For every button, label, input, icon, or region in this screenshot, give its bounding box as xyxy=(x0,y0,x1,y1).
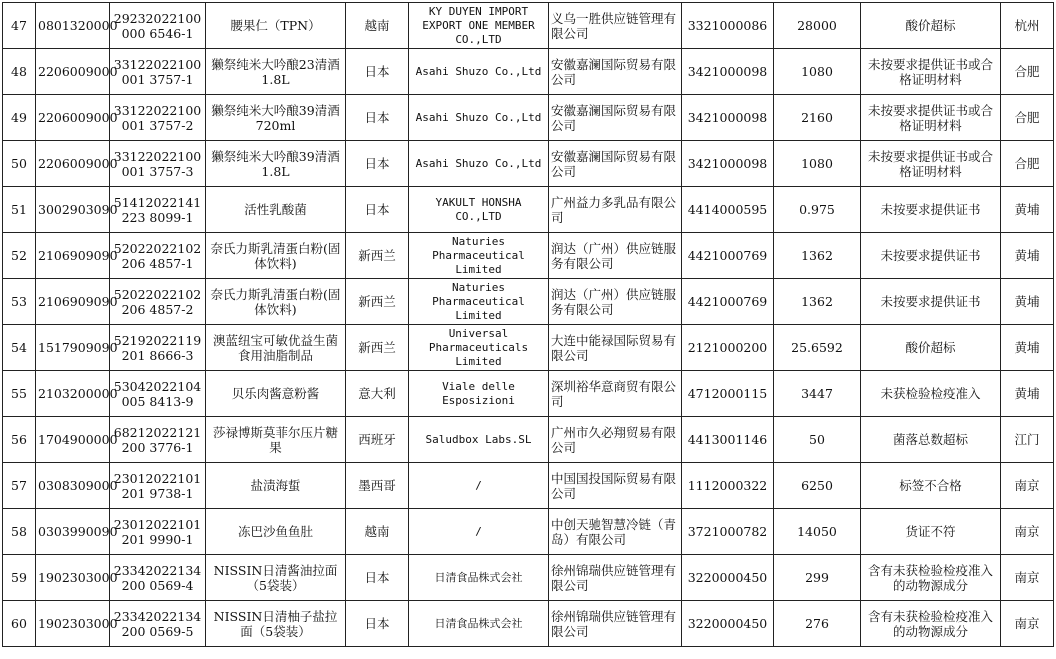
cell-importer: 润达（广州）供应链服务有限公司 xyxy=(549,233,682,279)
cell-declaration-id: 52022022102206 4857-2 xyxy=(110,279,206,325)
cell-importer-code: 1112000322 xyxy=(682,463,774,509)
cell-producer: Universal Pharmaceuticals Limited xyxy=(409,325,549,371)
cell-declaration-id: 52192022119201 8666-3 xyxy=(110,325,206,371)
cell-producer: YAKULT HONSHA CO.,LTD xyxy=(409,187,549,233)
cell-declaration-id: 23342022134200 0569-5 xyxy=(110,601,206,647)
cell-port: 江门 xyxy=(1001,417,1054,463)
cell-producer: KY DUYEN IMPORT EXPORT ONE MEMBER CO.,LTD xyxy=(409,3,549,49)
cell-reason: 货证不符 xyxy=(861,509,1001,555)
cell-product-name: 腰果仁（TPN） xyxy=(206,3,346,49)
cell-no: 56 xyxy=(3,417,36,463)
cell-reason: 含有未获检验检疫准入的动物源成分 xyxy=(861,601,1001,647)
cell-producer: Naturies Pharmaceutical Limited xyxy=(409,279,549,325)
cell-quantity: 50 xyxy=(774,417,861,463)
cell-producer: / xyxy=(409,509,549,555)
cell-reason: 未按要求提供证书 xyxy=(861,187,1001,233)
cell-origin: 墨西哥 xyxy=(346,463,409,509)
cell-hs-code: 3002903090 xyxy=(36,187,110,233)
cell-no: 54 xyxy=(3,325,36,371)
cell-product-name: 獭祭纯米大吟酿39清酒1.8L xyxy=(206,141,346,187)
cell-producer: Viale delle Esposizioni xyxy=(409,371,549,417)
cell-producer: Asahi Shuzo Co.,Ltd xyxy=(409,49,549,95)
cell-importer: 中国国投国际贸易有限公司 xyxy=(549,463,682,509)
cell-producer: 日清食品株式会社 xyxy=(409,601,549,647)
table-row xyxy=(3,371,1054,417)
cell-importer-code: 4421000769 xyxy=(682,279,774,325)
cell-quantity: 25.6592 xyxy=(774,325,861,371)
cell-no: 55 xyxy=(3,371,36,417)
table-row xyxy=(3,95,1054,141)
cell-hs-code: 1704900000 xyxy=(36,417,110,463)
cell-declaration-id: 23012022101201 9990-1 xyxy=(110,509,206,555)
cell-reason: 未按要求提供证书 xyxy=(861,279,1001,325)
cell-producer: 日清食品株式会社 xyxy=(409,555,549,601)
cell-port: 南京 xyxy=(1001,463,1054,509)
cell-port: 杭州 xyxy=(1001,3,1054,49)
cell-quantity: 299 xyxy=(774,555,861,601)
table-row xyxy=(3,49,1054,95)
cell-producer: / xyxy=(409,463,549,509)
cell-no: 59 xyxy=(3,555,36,601)
cell-declaration-id: 52022022102206 4857-1 xyxy=(110,233,206,279)
cell-importer-code: 2121000200 xyxy=(682,325,774,371)
cell-importer-code: 3220000450 xyxy=(682,601,774,647)
cell-reason: 未按要求提供证书或合格证明材料 xyxy=(861,141,1001,187)
cell-quantity: 0.975 xyxy=(774,187,861,233)
cell-origin: 日本 xyxy=(346,141,409,187)
cell-declaration-id: 53042022104005 8413-9 xyxy=(110,371,206,417)
cell-port: 黄埔 xyxy=(1001,187,1054,233)
cell-declaration-id: 29232022100000 6546-1 xyxy=(110,3,206,49)
cell-no: 49 xyxy=(3,95,36,141)
cell-declaration-id: 33122022100001 3757-1 xyxy=(110,49,206,95)
cell-origin: 越南 xyxy=(346,3,409,49)
cell-origin: 新西兰 xyxy=(346,279,409,325)
cell-quantity: 1080 xyxy=(774,49,861,95)
cell-hs-code: 1902303000 xyxy=(36,601,110,647)
cell-importer-code: 4414000595 xyxy=(682,187,774,233)
cell-quantity: 1080 xyxy=(774,141,861,187)
table-row xyxy=(3,279,1054,325)
cell-hs-code: 1517909090 xyxy=(36,325,110,371)
cell-importer: 深圳裕华意商贸有限公司 xyxy=(549,371,682,417)
cell-no: 60 xyxy=(3,601,36,647)
cell-product-name: 冻巴沙鱼鱼肚 xyxy=(206,509,346,555)
table-row xyxy=(3,187,1054,233)
cell-importer: 中创天驰智慧冷链（青岛）有限公司 xyxy=(549,509,682,555)
cell-origin: 日本 xyxy=(346,187,409,233)
cell-port: 黄埔 xyxy=(1001,325,1054,371)
cell-product-name: NISSIN日清酱油拉面（5袋装） xyxy=(206,555,346,601)
table-row xyxy=(3,233,1054,279)
cell-port: 合肥 xyxy=(1001,141,1054,187)
cell-product-name: 奈氏力斯乳清蛋白粉(固体饮料) xyxy=(206,233,346,279)
cell-reason: 标签不合格 xyxy=(861,463,1001,509)
cell-importer-code: 3721000782 xyxy=(682,509,774,555)
cell-port: 南京 xyxy=(1001,555,1054,601)
cell-quantity: 3447 xyxy=(774,371,861,417)
cell-no: 58 xyxy=(3,509,36,555)
cell-reason: 未按要求提供证书或合格证明材料 xyxy=(861,95,1001,141)
cell-declaration-id: 68212022121200 3776-1 xyxy=(110,417,206,463)
cell-declaration-id: 51412022141223 8099-1 xyxy=(110,187,206,233)
cell-origin: 新西兰 xyxy=(346,325,409,371)
cell-hs-code: 0303990090 xyxy=(36,509,110,555)
cell-importer: 安徽嘉澜国际贸易有限公司 xyxy=(549,141,682,187)
cell-importer: 广州益力多乳品有限公司 xyxy=(549,187,682,233)
cell-importer: 安徽嘉澜国际贸易有限公司 xyxy=(549,49,682,95)
cell-hs-code: 2206009000 xyxy=(36,141,110,187)
table-row xyxy=(3,463,1054,509)
cell-hs-code: 2206009000 xyxy=(36,49,110,95)
cell-declaration-id: 33122022100001 3757-3 xyxy=(110,141,206,187)
cell-reason: 未按要求提供证书 xyxy=(861,233,1001,279)
cell-producer: Saludbox Labs.SL xyxy=(409,417,549,463)
cell-importer-code: 4413001146 xyxy=(682,417,774,463)
cell-no: 57 xyxy=(3,463,36,509)
table-row xyxy=(3,417,1054,463)
cell-importer-code: 4712000115 xyxy=(682,371,774,417)
cell-origin: 日本 xyxy=(346,555,409,601)
cell-hs-code: 0308309000 xyxy=(36,463,110,509)
cell-port: 合肥 xyxy=(1001,49,1054,95)
cell-importer: 大连中能禄国际贸易有限公司 xyxy=(549,325,682,371)
cell-port: 合肥 xyxy=(1001,95,1054,141)
table-row xyxy=(3,601,1054,647)
cell-quantity: 1362 xyxy=(774,279,861,325)
cell-hs-code: 2106909090 xyxy=(36,279,110,325)
cell-reason: 酸价超标 xyxy=(861,3,1001,49)
cell-origin: 日本 xyxy=(346,601,409,647)
cell-reason: 酸价超标 xyxy=(861,325,1001,371)
cell-port: 南京 xyxy=(1001,509,1054,555)
cell-declaration-id: 33122022100001 3757-2 xyxy=(110,95,206,141)
cell-no: 51 xyxy=(3,187,36,233)
cell-product-name: 奈氏力斯乳清蛋白粉(固体饮料) xyxy=(206,279,346,325)
cell-declaration-id: 23342022134200 0569-4 xyxy=(110,555,206,601)
cell-reason: 菌落总数超标 xyxy=(861,417,1001,463)
cell-port: 黄埔 xyxy=(1001,279,1054,325)
cell-quantity: 276 xyxy=(774,601,861,647)
cell-reason: 含有未获检验检疫准入的动物源成分 xyxy=(861,555,1001,601)
cell-quantity: 2160 xyxy=(774,95,861,141)
cell-origin: 新西兰 xyxy=(346,233,409,279)
cell-hs-code: 2106909090 xyxy=(36,233,110,279)
rejected-food-table xyxy=(2,2,1054,647)
cell-importer: 徐州锦瑞供应链管理有限公司 xyxy=(549,555,682,601)
cell-importer-code: 3220000450 xyxy=(682,555,774,601)
cell-product-name: 獭祭纯米大吟酿39清酒720ml xyxy=(206,95,346,141)
cell-product-name: 贝乐肉酱意粉酱 xyxy=(206,371,346,417)
cell-reason: 未按要求提供证书或合格证明材料 xyxy=(861,49,1001,95)
cell-no: 50 xyxy=(3,141,36,187)
cell-importer-code: 3421000098 xyxy=(682,49,774,95)
cell-importer-code: 4421000769 xyxy=(682,233,774,279)
cell-declaration-id: 23012022101201 9738-1 xyxy=(110,463,206,509)
cell-no: 52 xyxy=(3,233,36,279)
cell-importer: 安徽嘉澜国际贸易有限公司 xyxy=(549,95,682,141)
cell-product-name: 莎禄博斯莫菲尔压片糖果 xyxy=(206,417,346,463)
cell-importer-code: 3421000098 xyxy=(682,95,774,141)
cell-importer-code: 3321000086 xyxy=(682,3,774,49)
cell-product-name: 活性乳酸菌 xyxy=(206,187,346,233)
cell-importer: 润达（广州）供应链服务有限公司 xyxy=(549,279,682,325)
cell-producer: Asahi Shuzo Co.,Ltd xyxy=(409,95,549,141)
cell-origin: 日本 xyxy=(346,49,409,95)
table-row xyxy=(3,141,1054,187)
cell-reason: 未获检验检疫准入 xyxy=(861,371,1001,417)
cell-hs-code: 2103200000 xyxy=(36,371,110,417)
cell-hs-code: 2206009000 xyxy=(36,95,110,141)
cell-origin: 日本 xyxy=(346,95,409,141)
cell-product-name: 澳蓝纽宝可敏优益生菌食用油脂制品 xyxy=(206,325,346,371)
cell-quantity: 6250 xyxy=(774,463,861,509)
cell-importer: 义乌一胜供应链管理有限公司 xyxy=(549,3,682,49)
cell-origin: 西班牙 xyxy=(346,417,409,463)
cell-producer: Naturies Pharmaceutical Limited xyxy=(409,233,549,279)
table-row xyxy=(3,325,1054,371)
table-row xyxy=(3,3,1054,49)
cell-no: 48 xyxy=(3,49,36,95)
cell-quantity: 1362 xyxy=(774,233,861,279)
cell-quantity: 28000 xyxy=(774,3,861,49)
cell-importer: 广州市久必翔贸易有限公司 xyxy=(549,417,682,463)
table-row xyxy=(3,555,1054,601)
cell-origin: 意大利 xyxy=(346,371,409,417)
cell-product-name: 盐渍海蜇 xyxy=(206,463,346,509)
cell-hs-code: 1902303000 xyxy=(36,555,110,601)
cell-hs-code: 0801320000 xyxy=(36,3,110,49)
cell-port: 南京 xyxy=(1001,601,1054,647)
cell-no: 53 xyxy=(3,279,36,325)
cell-port: 黄埔 xyxy=(1001,233,1054,279)
cell-product-name: NISSIN日清柚子盐拉面（5袋装） xyxy=(206,601,346,647)
cell-origin: 越南 xyxy=(346,509,409,555)
cell-no: 47 xyxy=(3,3,36,49)
cell-quantity: 14050 xyxy=(774,509,861,555)
table-row xyxy=(3,509,1054,555)
cell-port: 黄埔 xyxy=(1001,371,1054,417)
cell-producer: Asahi Shuzo Co.,Ltd xyxy=(409,141,549,187)
cell-importer-code: 3421000098 xyxy=(682,141,774,187)
cell-importer: 徐州锦瑞供应链管理有限公司 xyxy=(549,601,682,647)
cell-product-name: 獭祭纯米大吟酿23清酒1.8L xyxy=(206,49,346,95)
